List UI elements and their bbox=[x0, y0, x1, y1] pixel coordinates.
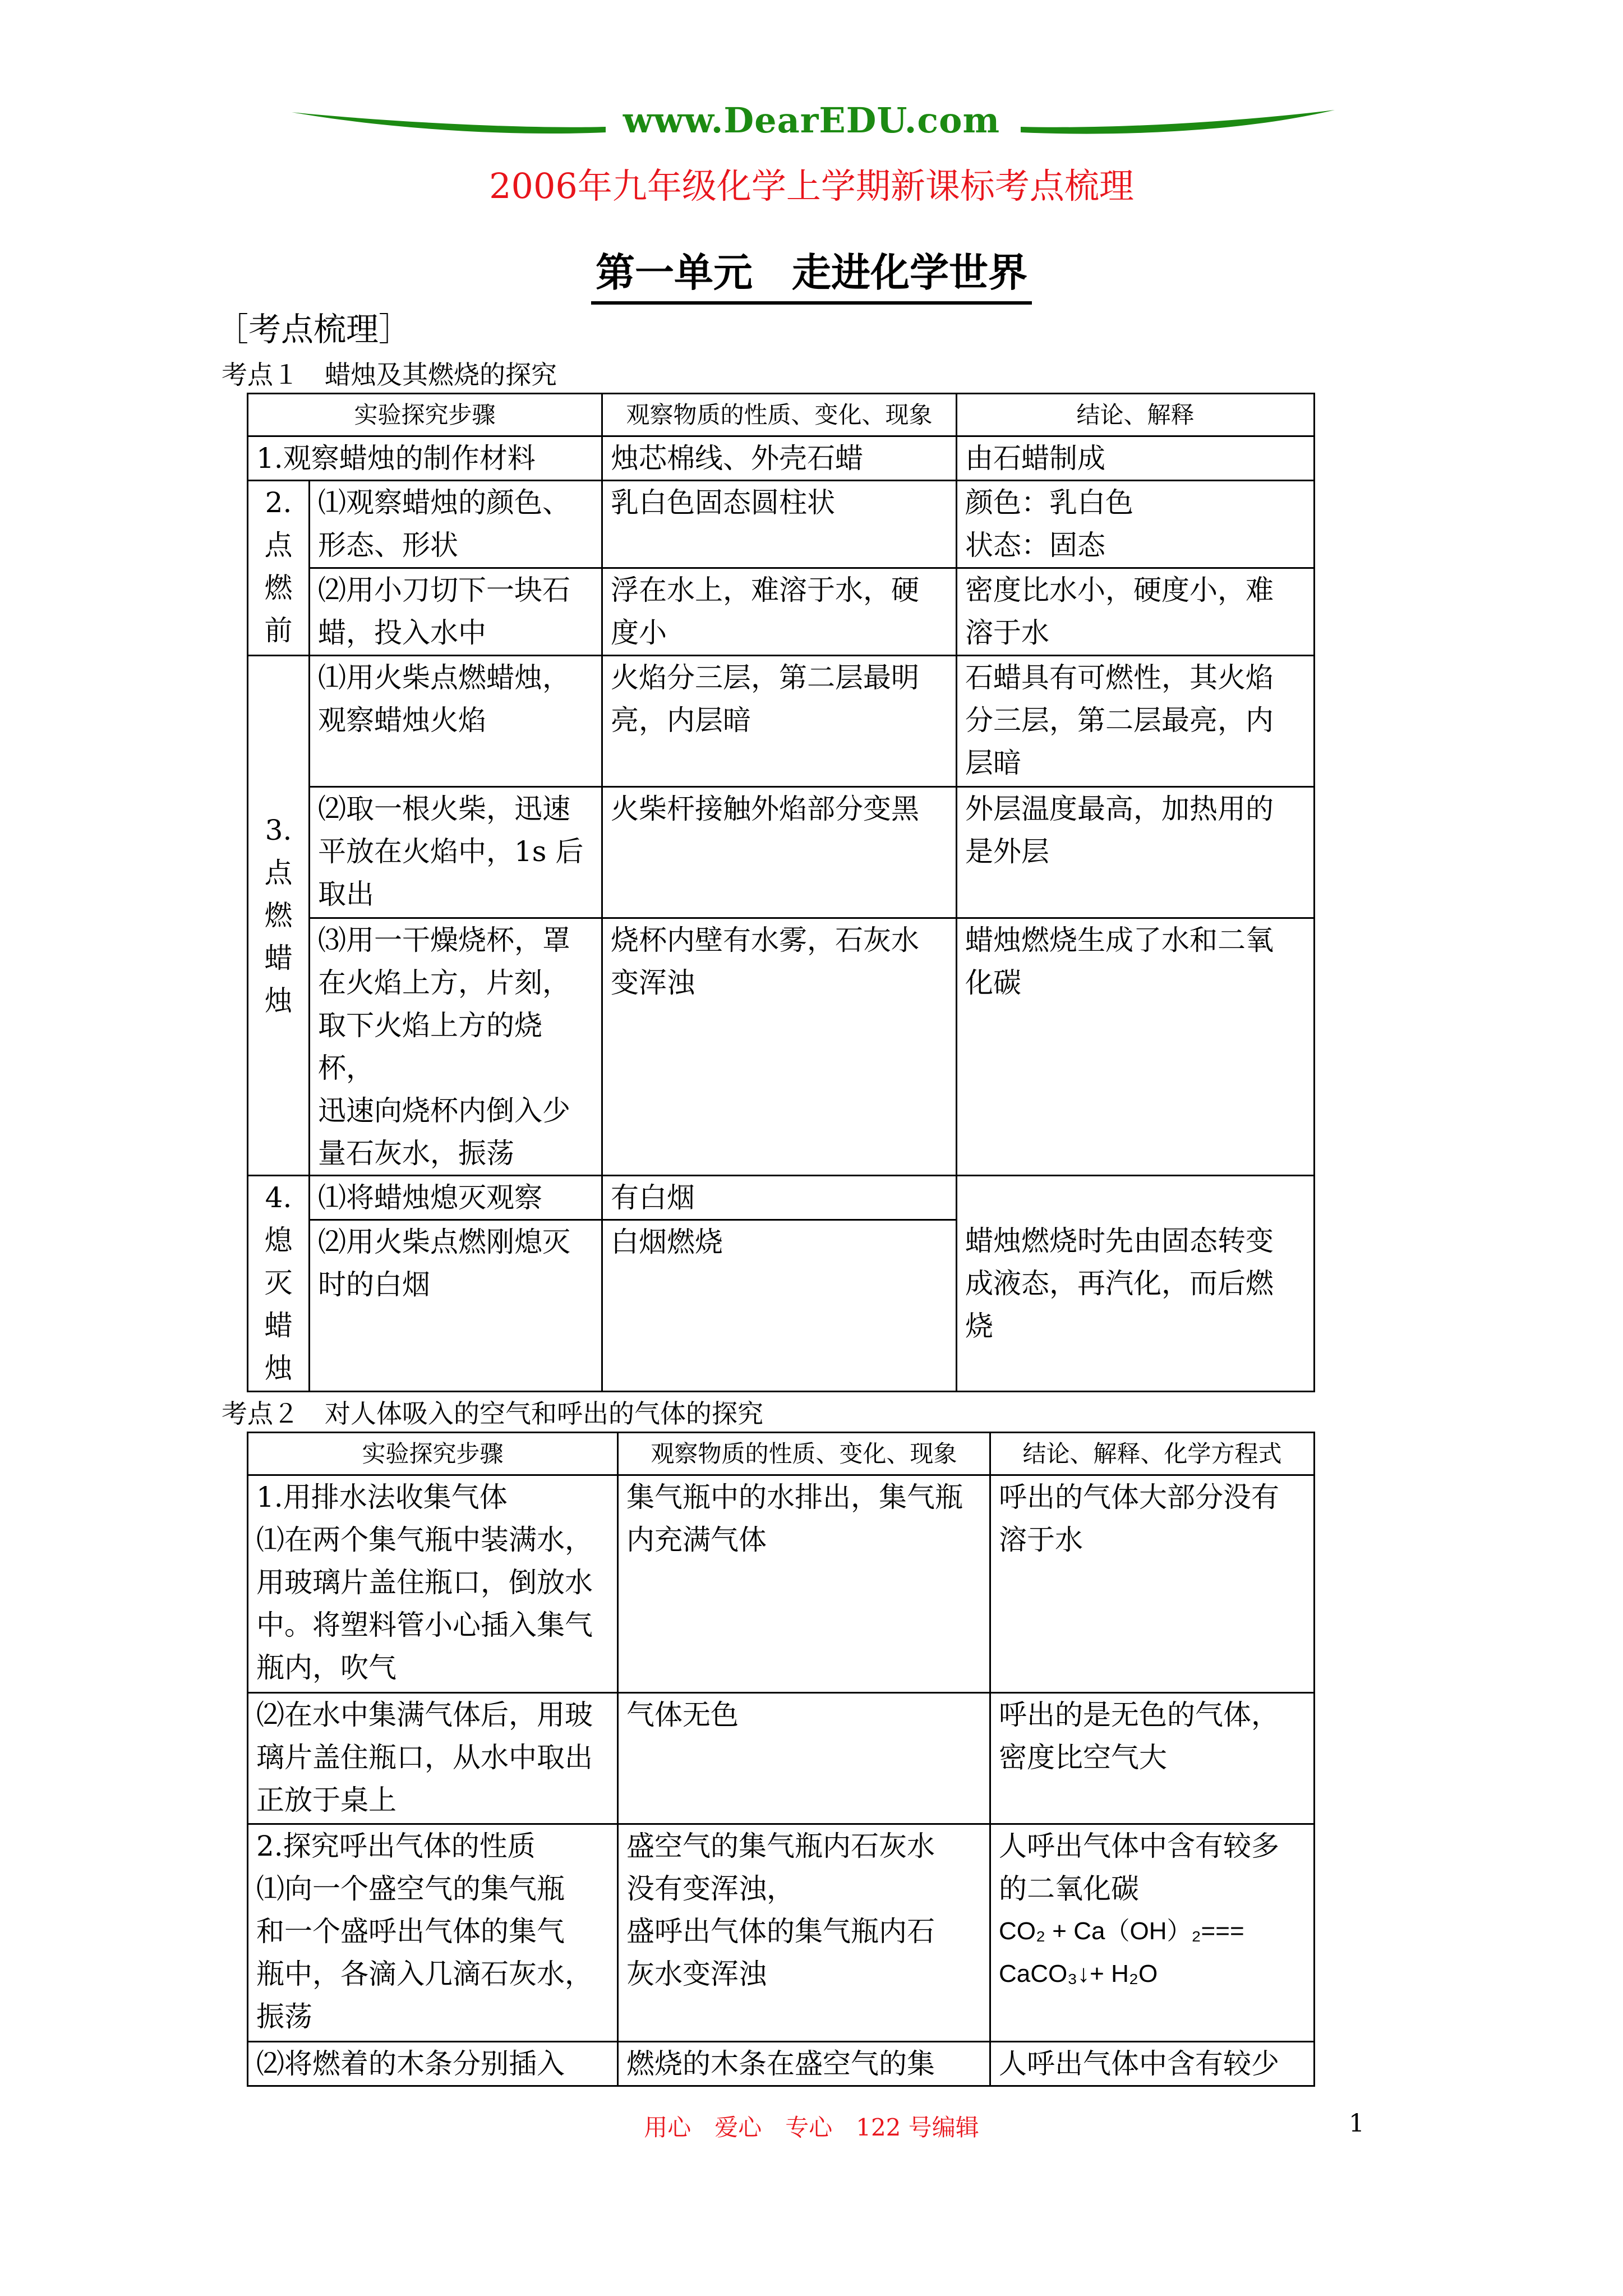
step-cell: ⑵在水中集满气体后，用玻 璃片盖住瓶口，从水中取出 正放于桌上 bbox=[248, 1693, 618, 1824]
conclusion-cell: 密度比水小，硬度小，难 溶于水 bbox=[957, 568, 1315, 656]
table-row bbox=[248, 436, 1315, 481]
group-label-lighting-candle: 3. 点 燃 蜡 烛 bbox=[248, 656, 310, 1176]
observation-cell: 烧杯内壁有水雾，石灰水 变浑浊 bbox=[602, 918, 957, 1176]
observation-cell: 盛空气的集气瓶内石灰水 没有变浑浊， 盛呼出气体的集气瓶内石 灰水变浑浊 bbox=[618, 1824, 990, 2042]
observation-cell: 有白烟 bbox=[602, 1176, 957, 1220]
section-label: ［考点梳理］ bbox=[216, 310, 412, 348]
observation-cell: 烛芯棉线、外壳石蜡 bbox=[602, 436, 957, 481]
conclusion-cell: 由石蜡制成 bbox=[957, 436, 1315, 481]
step-cell: 2.探究呼出气体的性质 ⑴向一个盛空气的集气瓶 和一个盛呼出气体的集气 瓶中，各滴入几滴石灰水， 振荡 bbox=[248, 1824, 618, 2042]
observation-cell: 气体无色 bbox=[618, 1693, 990, 1824]
table-row bbox=[248, 787, 1315, 918]
observation-cell: 火焰分三层，第二层最明 亮，内层暗 bbox=[602, 656, 957, 787]
table-header-row bbox=[248, 394, 1315, 436]
conclusion-cell: 呼出的是无色的气体， 密度比空气大 bbox=[990, 1693, 1315, 1824]
group-label-before-lighting: 2. 点 燃 前 bbox=[248, 481, 310, 656]
table-row bbox=[248, 1176, 1315, 1220]
point2-title: 考点２ 对人体吸入的空气和呼出的气体的探究 bbox=[222, 1398, 763, 1429]
step-cell: 1.观察蜡烛的制作材料 bbox=[248, 436, 602, 481]
point2-table bbox=[247, 1432, 1315, 2087]
conclusion-cell: 人呼出气体中含有较少 bbox=[990, 2042, 1315, 2086]
table-row bbox=[248, 568, 1315, 656]
observation-cell: 乳白色固态圆柱状 bbox=[602, 481, 957, 568]
header-cell: 实验探究步骤 bbox=[248, 394, 602, 436]
table-row bbox=[248, 918, 1315, 1176]
step-cell: ⑵取一根火柴，迅速 平放在火焰中，1s 后 取出 bbox=[310, 787, 602, 918]
observation-cell: 白烟燃烧 bbox=[602, 1220, 957, 1392]
step-cell: ⑴将蜡烛熄灭观察 bbox=[310, 1176, 602, 1220]
unit-title: 第一单元 走进化学世界 bbox=[0, 241, 1623, 305]
conclusion-cell: 颜色：乳白色 状态：固态 bbox=[957, 481, 1315, 568]
observation-cell: 浮在水上，难溶于水，硬 度小 bbox=[602, 568, 957, 656]
header-cell: 实验探究步骤 bbox=[248, 1433, 618, 1475]
step-cell: 1.用排水法收集气体 ⑴在两个集气瓶中装满水， 用玻璃片盖住瓶口，倒放水 中。将塑料管小心插入集气 瓶内，吹气 bbox=[248, 1475, 618, 1693]
site-url[interactable]: www.DearEDU.com bbox=[623, 100, 1000, 141]
table-row bbox=[248, 481, 1315, 568]
header-cell: 结论、解释、化学方程式 bbox=[990, 1433, 1315, 1475]
chemical-equation: CO₂ + Ca（OH）₂=== bbox=[999, 1917, 1244, 1945]
header-cell: 结论、解释 bbox=[957, 394, 1315, 436]
table-header-row bbox=[248, 1433, 1315, 1475]
conclusion-cell: 石蜡具有可燃性，其火焰 分三层，第二层最亮，内 层暗 bbox=[957, 656, 1315, 787]
step-cell: ⑵用火柴点燃刚熄灭 时的白烟 bbox=[310, 1220, 602, 1392]
conclusion-cell: 蜡烛燃烧生成了水和二氧 化碳 bbox=[957, 918, 1315, 1176]
conclusion-cell: 外层温度最高，加热用的 是外层 bbox=[957, 787, 1315, 918]
point1-title: 考点１ 蜡烛及其燃烧的探究 bbox=[222, 360, 557, 390]
step-cell: ⑴用火柴点燃蜡烛， 观察蜡烛火焰 bbox=[310, 656, 602, 787]
page-number: 1 bbox=[1349, 2109, 1364, 2138]
table-row bbox=[248, 656, 1315, 787]
page-footer: 用心 爱心 专心 122 号编辑 bbox=[644, 2114, 979, 2141]
step-cell: ⑵用小刀切下一块石 蜡，投入水中 bbox=[310, 568, 602, 656]
table-row bbox=[248, 2042, 1315, 2086]
conclusion-cell: 呼出的气体大部分没有 溶于水 bbox=[990, 1475, 1315, 1693]
point1-table bbox=[247, 393, 1315, 1392]
observation-cell: 火柴杆接触外焰部分变黑 bbox=[602, 787, 957, 918]
header-cell: 观察物质的性质、变化、现象 bbox=[618, 1433, 990, 1475]
conclusion-cell: 蜡烛燃烧时先由固态转变 成液态，再汽化，而后燃 烧 bbox=[957, 1176, 1315, 1392]
document-title: 2006年九年级化学上学期新课标考点梳理 bbox=[489, 165, 1134, 206]
observation-cell: 集气瓶中的水排出，集气瓶 内充满气体 bbox=[618, 1475, 990, 1693]
header-cell: 观察物质的性质、变化、现象 bbox=[602, 394, 957, 436]
table-row bbox=[248, 1824, 1315, 2042]
group-label-extinguish-candle: 4. 熄 灭 蜡 烛 bbox=[248, 1176, 310, 1392]
table-row bbox=[248, 1475, 1315, 1693]
conclusion-cell: 人呼出气体中含有较多 的二氧化碳 CO₂ + Ca（OH）₂=== CaCO₃↓+ H₂O bbox=[990, 1824, 1315, 2042]
step-cell: ⑵将燃着的木条分别插入 bbox=[248, 2042, 618, 2086]
observation-cell: 燃烧的木条在盛空气的集 bbox=[618, 2042, 990, 2086]
step-cell: ⑴观察蜡烛的颜色、 形态、形状 bbox=[310, 481, 602, 568]
table-row bbox=[248, 1693, 1315, 1824]
step-cell: ⑶用一干燥烧杯，罩 在火焰上方，片刻， 取下火焰上方的烧杯， 迅速向烧杯内倒入少 量石灰水，振荡 bbox=[310, 918, 602, 1176]
chemical-equation: CaCO₃↓+ H₂O bbox=[999, 1960, 1158, 1987]
